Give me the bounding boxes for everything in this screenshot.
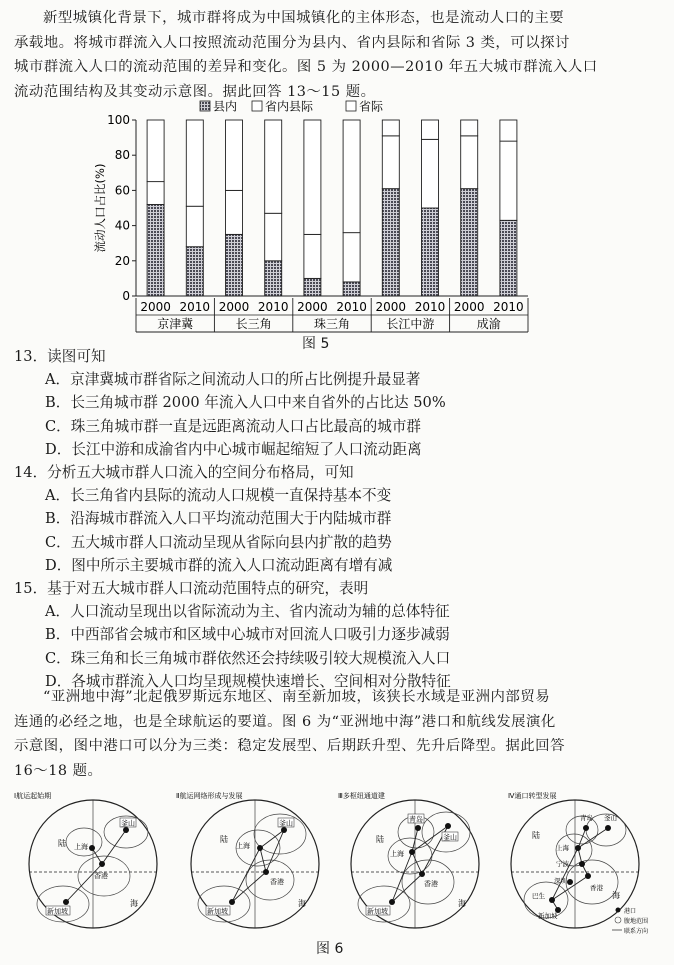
y-tick-label: 100 xyxy=(107,113,130,127)
intro-line: 连通的必经之地，也是全球航运的要道。图 6 为“亚洲地中海”港口和航线发展演化 xyxy=(14,713,556,730)
intro-line: 示意图，图中港口可以分为三类：稳定发展型、后期跃升型、先升后降型。据此回答 xyxy=(14,738,565,754)
legend-link: 联系方向 xyxy=(624,928,649,935)
port-label: 上海 xyxy=(390,850,404,858)
fig6-panel-1 xyxy=(14,791,157,928)
bar-segment xyxy=(343,282,360,296)
x-tick-label: 2010 xyxy=(414,300,446,314)
bar-segment xyxy=(343,120,360,233)
port-label: 釜山 xyxy=(443,833,457,842)
bar-segment xyxy=(382,189,399,296)
x-tick-label: 2000 xyxy=(297,300,328,314)
port-label: 香港 xyxy=(424,880,438,888)
port-label: 香港 xyxy=(590,884,603,892)
option-d: D．各城市群流入人口均呈现规模快速增长、空间相对分散特征 xyxy=(45,672,451,690)
fig5-chart xyxy=(88,96,548,336)
intro-line: 16～18 题。 xyxy=(14,762,103,779)
port-label: 釜山 xyxy=(604,814,617,822)
x-tick-label: 2010 xyxy=(493,300,524,314)
port-label: 巴生 xyxy=(532,892,545,900)
fig6-panel-4 xyxy=(508,791,648,935)
fig6-panel-2 xyxy=(176,791,319,928)
bar-segment xyxy=(304,120,321,234)
bar-segment xyxy=(461,120,478,136)
legend-swatch xyxy=(346,101,356,111)
bar-segment xyxy=(422,208,439,296)
bar-group xyxy=(147,120,517,296)
option-a: A．人口流动呈现出以省际流动为主、省内流动为辅的总体特征 xyxy=(45,603,450,621)
group-label: 成渝 xyxy=(476,317,501,331)
panel-title: Ⅳ通口转型发展 xyxy=(508,792,557,800)
bar-segment xyxy=(147,120,164,182)
fig5-caption: 图 5 xyxy=(302,336,330,352)
option-a: A．长三角省内县际的流动人口规模一直保持基本不变 xyxy=(45,487,392,505)
option-a: A．京津冀城市群省际之间流动人口的所占比例提升最显著 xyxy=(45,371,421,389)
bar-segment xyxy=(461,136,478,189)
sea-label: 海 xyxy=(458,899,466,908)
bar-segment xyxy=(422,120,439,139)
intro-line: 流动范围结构及其变动示意图。据此回答 13～15 题。 xyxy=(14,83,376,100)
x-tick-label: 2000 xyxy=(375,300,407,314)
x-tick-label: 2000 xyxy=(453,300,485,314)
x-tick-label: 2000 xyxy=(140,300,171,314)
port-label: 新加坡 xyxy=(207,907,228,916)
land-label: 陆 xyxy=(58,839,66,848)
intro-line: 承载地。将城市群流入人口按照流动范围分为县内、省内县际和省际 3 类，可以探讨 xyxy=(14,34,570,51)
group-label: 长三角 xyxy=(235,317,272,331)
port-label: 新加坡 xyxy=(47,907,68,916)
port-label: 深圳 xyxy=(554,877,567,885)
bar-segment xyxy=(343,233,360,282)
option-b: B．中西部省会城市和区域中心城市对回流人口吸引力逐步减弱 xyxy=(45,626,450,644)
bar-segment xyxy=(226,120,243,190)
y-tick-label: 20 xyxy=(114,253,130,268)
land-label: 陆 xyxy=(532,831,540,840)
bar-segment xyxy=(500,120,517,141)
bar-segment xyxy=(226,234,243,296)
question-13 xyxy=(14,345,664,461)
group-label: 长江中游 xyxy=(386,317,435,331)
option-c: C．珠三角城市群一直是远距离流动人口占比最高的城市群 xyxy=(45,417,422,435)
port-label: 釜山 xyxy=(279,819,293,828)
legend-port: 港口 xyxy=(624,908,637,915)
question-15 xyxy=(14,577,664,693)
question-stem: 15．基于对五大城市群人口流动范围特点的研究，表明 xyxy=(14,580,369,598)
port-label: 上海 xyxy=(236,842,250,850)
intro-line: 新型城镇化背景下，城市群将成为中国城镇化的主体形态，也是流动人口的主要 xyxy=(43,10,565,26)
port-label: 新加坡 xyxy=(367,907,388,916)
intro-paragraph-1 xyxy=(14,6,654,104)
option-b: B．长三角城市群 2000 年流入人口中来自省外的占比达 50% xyxy=(45,394,446,412)
port-label: 青岛 xyxy=(580,814,593,822)
bar-segment xyxy=(265,120,282,213)
port-label: 香港 xyxy=(94,872,108,880)
panel-title: Ⅱ航运网络形成与发展 xyxy=(176,792,243,800)
sea-label: 海 xyxy=(298,899,306,908)
bar-segment xyxy=(422,139,439,208)
question-stem: 13．读图可知 xyxy=(14,348,106,365)
bar-segment xyxy=(265,213,282,261)
option-b: B．沿海城市群流入人口平均流动范围大于内陆城市群 xyxy=(45,510,392,528)
option-d: D．长江中游和成渝省内中心城市崛起缩短了人口流动距离 xyxy=(45,440,422,458)
intro-line: “亚洲地中海”北起俄罗斯远东地区、南至新加坡，该狭长水域是亚洲内部贸易 xyxy=(43,689,551,705)
bar-segment xyxy=(147,204,164,296)
port-label: 新加坡 xyxy=(538,912,558,920)
bar-segment xyxy=(186,247,203,296)
fig6-diagram xyxy=(8,786,668,936)
panel-title: Ⅲ多枢纽通道建 xyxy=(338,792,385,800)
x-axis xyxy=(136,296,528,332)
bar-segment xyxy=(382,136,399,189)
intro-line: 城市群流入人口的流动范围的差异和变化。图 5 为 2000—2010 年五大城市群流入人口 xyxy=(14,59,598,75)
legend-label: 县内 xyxy=(213,99,238,114)
bar-segment xyxy=(265,261,282,296)
bar-segment xyxy=(304,278,321,296)
panel-title: Ⅰ航运起始期 xyxy=(14,792,52,800)
y-axis xyxy=(93,113,136,303)
legend-swatch xyxy=(200,101,210,111)
option-c: C．五大城市群人口流动呈现从省际向县内扩散的趋势 xyxy=(45,533,392,551)
legend-label: 省际 xyxy=(359,99,384,114)
question-list xyxy=(14,345,664,693)
land-label: 陆 xyxy=(376,835,384,844)
bar-segment xyxy=(500,220,517,296)
legend-hinterland: 腹地范围 xyxy=(624,918,649,925)
x-tick-label: 2010 xyxy=(179,300,211,314)
port-label: 香港 xyxy=(270,878,284,886)
port-label: 青岛 xyxy=(409,815,423,824)
bar-segment xyxy=(304,234,321,278)
bar-segment xyxy=(500,141,517,220)
intro-paragraph-2 xyxy=(14,685,654,783)
y-axis-label: 流动人口占比(%) xyxy=(93,163,107,253)
bar-segment xyxy=(461,189,478,296)
bar-segment xyxy=(147,182,164,205)
x-tick-label: 2000 xyxy=(218,300,250,314)
bar-segment xyxy=(186,206,203,246)
sea-label: 海 xyxy=(130,899,138,908)
x-tick-label: 2010 xyxy=(257,300,289,314)
legend-label: 省内县际 xyxy=(265,99,314,114)
question-14 xyxy=(14,461,664,577)
sea-label: 海 xyxy=(612,891,620,900)
fig6-caption: 图 6 xyxy=(316,941,344,957)
port-label: 上海 xyxy=(556,844,569,852)
port-label: 釜山 xyxy=(121,819,135,828)
y-tick-label: 0 xyxy=(122,289,130,303)
port-label: 宁波 xyxy=(556,860,569,868)
y-tick-label: 80 xyxy=(114,148,130,163)
y-tick-label: 40 xyxy=(114,218,130,233)
group-label: 京津冀 xyxy=(157,317,194,331)
group-label: 珠三角 xyxy=(313,317,351,331)
bar-segment xyxy=(382,120,399,136)
legend-swatch xyxy=(252,101,262,111)
port-label: 上海 xyxy=(74,843,88,851)
y-tick-label: 60 xyxy=(114,183,130,198)
chart-legend xyxy=(200,99,384,114)
fig6-panel-3 xyxy=(338,791,479,928)
x-tick-label: 2010 xyxy=(336,300,367,314)
bar-segment xyxy=(186,120,203,206)
option-c: C．珠三角和长三角城市群依然还会持续吸引较大规模流入人口 xyxy=(45,649,451,667)
question-stem: 14．分析五大城市群人口流入的空间分布格局，可知 xyxy=(14,464,354,482)
bar-segment xyxy=(226,190,243,234)
option-d: D．图中所示主要城市群的流入人口流动距离有增有减 xyxy=(45,556,393,574)
land-label: 陆 xyxy=(220,835,228,844)
